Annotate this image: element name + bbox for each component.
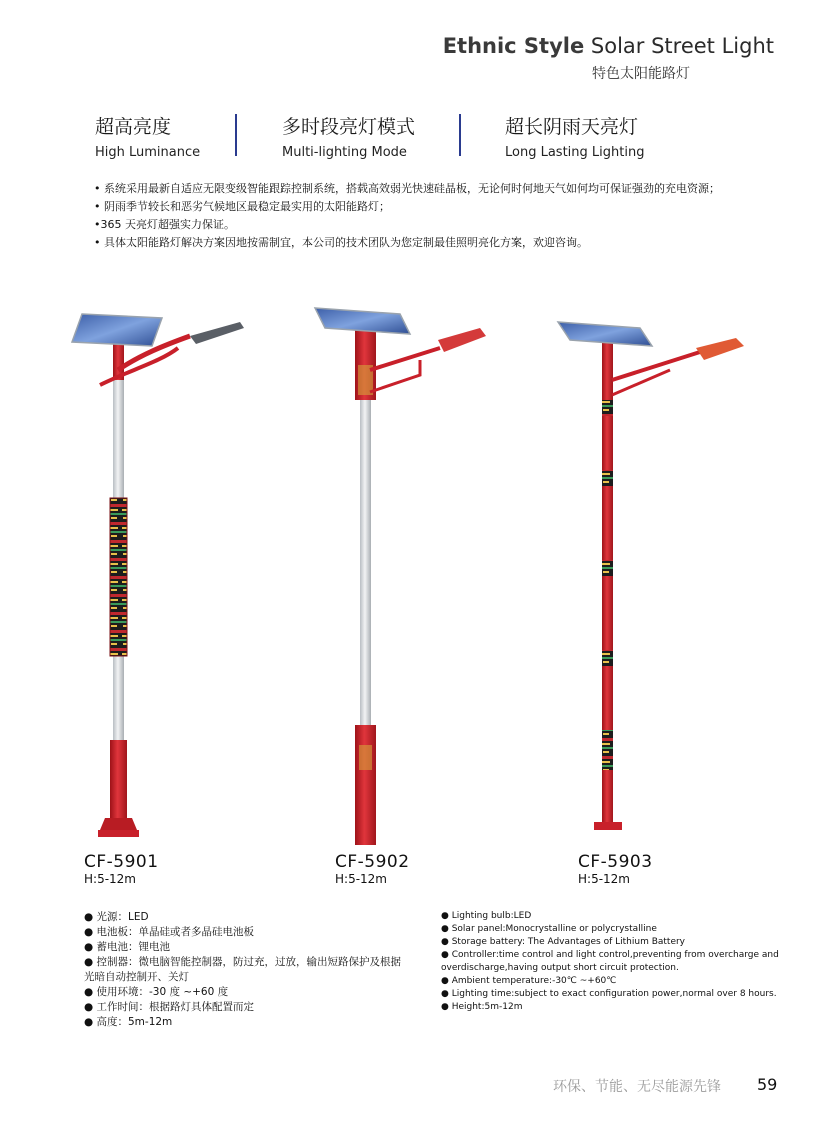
- product-cf-5901: [84, 852, 159, 886]
- product-height: H:5-12m: [578, 872, 630, 886]
- product-height: H:5-12m: [335, 872, 387, 886]
- bullet-item: • 阴雨季节较长和恶劣气候地区最稳定最实用的太阳能路灯；: [94, 200, 390, 213]
- spec-item: ● Lighting bulb:LED: [441, 911, 532, 921]
- spec-item: ● Controller:time control and light control,preventing from overcharge and: [441, 950, 779, 960]
- product-model: CF-5903: [578, 852, 653, 872]
- title-bold: Ethnic Style: [442, 34, 585, 58]
- bullet-item: • 系统采用最新自适应无限变级智能跟踪控制系统，搭载高效弱光快速硅晶板，无论何时何地天气如何均可保证强劲的充电资源；: [94, 182, 720, 195]
- footer-slogan: 环保、节能、无尽能源先锋: [553, 1079, 721, 1095]
- spec-item: ● 蓄电池：锂电池: [84, 941, 170, 953]
- spec-item: ● 高度：5m-12m: [84, 1016, 173, 1028]
- lamp-cf-5901: [72, 314, 244, 837]
- product-model: CF-5902: [335, 852, 410, 872]
- feature-zh: 超高亮度: [95, 116, 172, 138]
- product-cf-5902: [335, 852, 410, 886]
- lamp-cf-5903: [558, 322, 744, 830]
- spec-item: 光暗自动控制开、关灯: [84, 971, 189, 983]
- feature-en: High Luminance: [95, 145, 201, 160]
- specs-english: [441, 910, 779, 1014]
- feature-zh: 超长阴雨天亮灯: [505, 116, 639, 138]
- product-cf-5903: [578, 852, 653, 886]
- spec-item: ● 光源：LED: [84, 911, 149, 923]
- product-height: H:5-12m: [84, 872, 136, 886]
- spec-item: overdischarge,having output short circuit protection.: [441, 963, 679, 973]
- spec-item: ● 控制器：微电脑智能控制器，防过充，过放，输出短路保护及根据: [84, 956, 401, 968]
- spec-item: ● Height:5m-12m: [441, 1002, 523, 1012]
- spec-item: ● Storage battery: The Advantages of Lithium Battery: [441, 937, 686, 947]
- title-rest: Solar Street Light: [584, 34, 774, 58]
- feature-zh: 多时段亮灯模式: [282, 116, 416, 138]
- spec-item: ● 电池板：单晶硅或者多晶硅电池板: [84, 926, 254, 938]
- feature-en: Long Lasting Lighting: [505, 145, 645, 160]
- bullet-item: • 具体太阳能路灯解决方案因地按需制宜，本公司的技术团队为您定制最佳照明亮化方案，欢迎咨询。: [94, 236, 588, 249]
- specs-chinese: [84, 910, 414, 1030]
- product-model: CF-5901: [84, 852, 159, 872]
- spec-item: ● Lighting time:subject to exact configuration power,normal over 8 hours.: [441, 989, 777, 999]
- page-number: 59: [757, 1075, 778, 1094]
- page-subtitle: 特色太阳能路灯: [592, 66, 690, 82]
- bullet-item: •365 天亮灯超强实力保证。: [94, 218, 235, 231]
- spec-item: ● 使用环境：-30 度 ~+60 度: [84, 986, 229, 998]
- spec-item: ● Solar panel:Monocrystalline or polycrystalline: [441, 924, 657, 934]
- feature-en: Multi-lighting Mode: [282, 145, 407, 160]
- lamp-cf-5902: [315, 308, 486, 845]
- spec-item: ● Ambient temperature:-30℃ ~+60℃: [441, 976, 617, 986]
- spec-item: ● 工作时间：根据路灯具体配置而定: [84, 1001, 254, 1013]
